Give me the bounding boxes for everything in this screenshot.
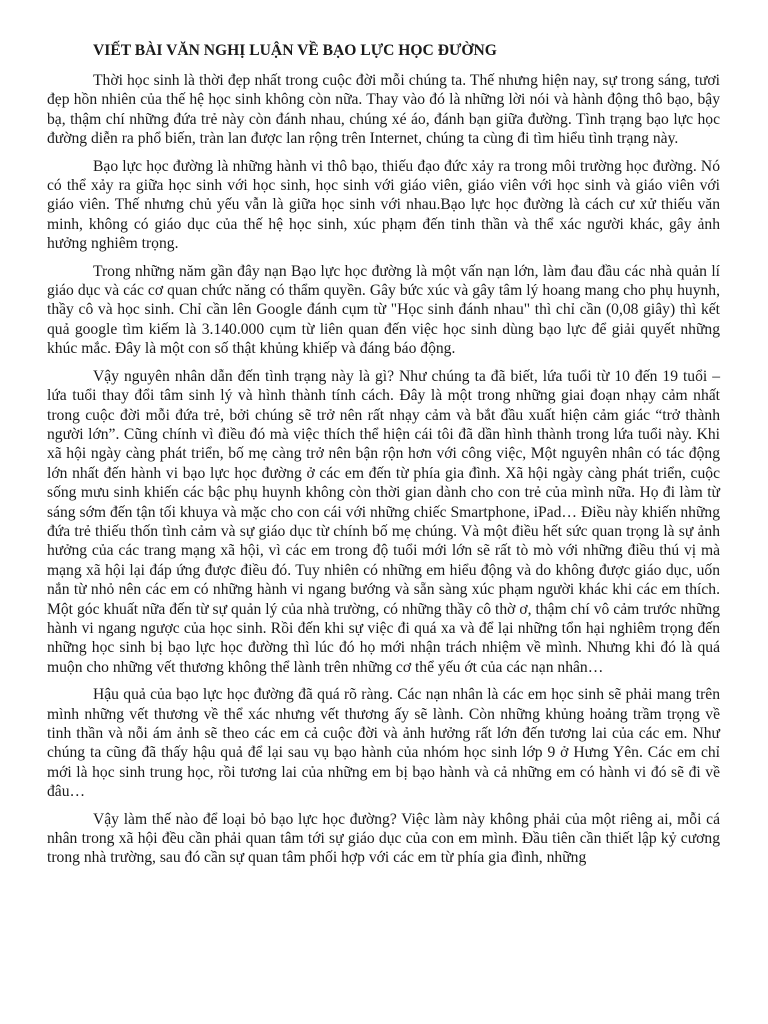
paragraph-solutions: Vậy làm thế nào để loại bỏ bạo lực học đường? Việc làm này không phải của một riêng ai, mỗi cá nhân trong xã hội đều cần phải quan tâm tới sự giáo dục của con em mình. Đầu tiên cần thiết lập kỷ cương trong nhà trường, sau đó cần sự quan tâm phối hợp với các em từ phía gia đình, những xyxy=(47,810,720,867)
paragraph-definition: Bạo lực học đường là những hành vi thô bạo, thiếu đạo đức xảy ra trong môi trường học đường. Nó có thể xảy ra giữa học sinh với học sinh, học sinh với giáo viên, giáo viên với học sinh và giáo viên với giáo viên. Thế nhưng chủ yếu vẫn là giữa học sinh với nhau.Bạo lực học đường là cách cư xử thiếu văn minh, không có giáo dục của thế hệ học sinh, xúc phạm đến tinh thần và thể xác người khác, gây ảnh hưởng nghiêm trọng. xyxy=(47,157,720,253)
document-title: VIẾT BÀI VĂN NGHỊ LUẬN VỀ BẠO LỰC HỌC ĐƯỜNG xyxy=(93,42,497,59)
paragraph-causes: Vậy nguyên nhân dẫn đến tình trạng này là gì? Như chúng ta đã biết, lứa tuổi từ 10 đến 19 tuổi – lứa tuổi thay đổi tâm sinh lý và hình thành tính cách. Đây là một trong những giai đoạn nhạy cảm nhất trong cuộc đời mỗi đứa trẻ, bởi chúng sẽ trở nên rất nhạy cảm và bắt đầu xuất hiện cảm giác “trở thành người lớn”. Cũng chính vì điều đó mà việc thích thể hiện cái tôi đã dần hình thành trong lứa tuổi này. Khi xã hội ngày càng phát triển, bố mẹ càng trở nên bận rộn hơn với công việc, Một nguyên nhân có tác động lớn nhất đến hành vi bạo lực học đường ở các em đến từ phía gia đình. Xã hội ngày càng phát triển, cuộc sống mưu sinh khiến các bậc phụ huynh không còn thời gian dành cho con trẻ của mình nữa. Họ đi làm từ sáng sớm đến tận tối khuya và mặc cho con cái với những chiếc Smartphone, iPad… Điều này khiến những đứa trẻ thiếu thốn tình cảm và sự giáo dục từ chính bố mẹ chúng. Và một điều hết sức quan trọng là sự ảnh hưởng của các trang mạng xã hội, vì các em trong độ tuổi mới lớn sẽ rất tò mò với những điều thú vị mà mạng xã hội lại đáp ứng được điều đó. Tuy nhiên có những em hiểu động và do không được giáo dục, uốn nắn từ nhỏ nên các em có những hành vi ngang bướng và sẵn sàng xúc phạm người khác khi các em thích. Một góc khuất nữa đến từ sự quản lý của nhà trường, có những thầy cô thờ ơ, thậm chí vô cảm trước những hành vi ngang ngược của học sinh. Rồi đến khi sự việc đi quá xa và để lại những tổn hại nghiêm trọng đến những học sinh bị bạo lực học đường thì lúc đó họ mới nhận trách nhiệm về mình. Nhưng khi đó là quá muộn cho những vết thương không thể lành trên những cơ thể yếu ớt của các nạn nhân… xyxy=(47,367,720,676)
paragraph-intro: Thời học sinh là thời đẹp nhất trong cuộc đời mỗi chúng ta. Thế nhưng hiện nay, sự trong sáng, tươi đẹp hồn nhiên của thế hệ học sinh không còn nữa. Thay vào đó là những lời nói và hành động thô bạo, bậy bạ, thậm chí những đứa trẻ này còn đánh nhau, chúng xé áo, đánh bạn giữa đường. Tình trạng bạo lực học đường diễn ra phổ biến, tràn lan được lan rộng trên Internet, chúng ta cùng đi tìm hiểu tình trạng này. xyxy=(47,72,720,148)
paragraph-situation: Trong những năm gần đây nạn Bạo lực học đường là một vấn nạn lớn, làm đau đầu các nhà quản lí giáo dục và các cơ quan chức năng có thẩm quyền. Gây bức xúc và gây tâm lý hoang mang cho phụ huynh, thầy cô và học sinh. Chỉ cần lên Google đánh cụm từ "Học sinh đánh nhau" thì chỉ cần (0,08 giây) thì kết quả google tìm kiếm là 3.140.000 cụm từ liên quan đến việc học sinh dùng bạo lực để giải quyết những khúc mắc. Đây là một con số thật khủng khiếp và đáng báo động. xyxy=(47,262,720,358)
paragraph-consequences: Hậu quả của bạo lực học đường đã quá rõ ràng. Các nạn nhân là các em học sinh sẽ phải mang trên mình những vết thương về thể xác nhưng vết thương ấy sẽ lành. Còn những khủng hoảng trầm trọng về tinh thần và nỗi ám ảnh sẽ theo các em cả cuộc đời và ảnh hưởng rất lớn đến tương lai của các em. Như chúng ta cũng đã thấy hậu quả để lại sau vụ bạo hành của nhóm học sinh lớp 9 ở Hưng Yên. Các em chỉ mới là học sinh trung học, rồi tương lai của những em bị bạo hành và cả những em có hành vi đó sẽ đi về đâu… xyxy=(47,686,720,801)
